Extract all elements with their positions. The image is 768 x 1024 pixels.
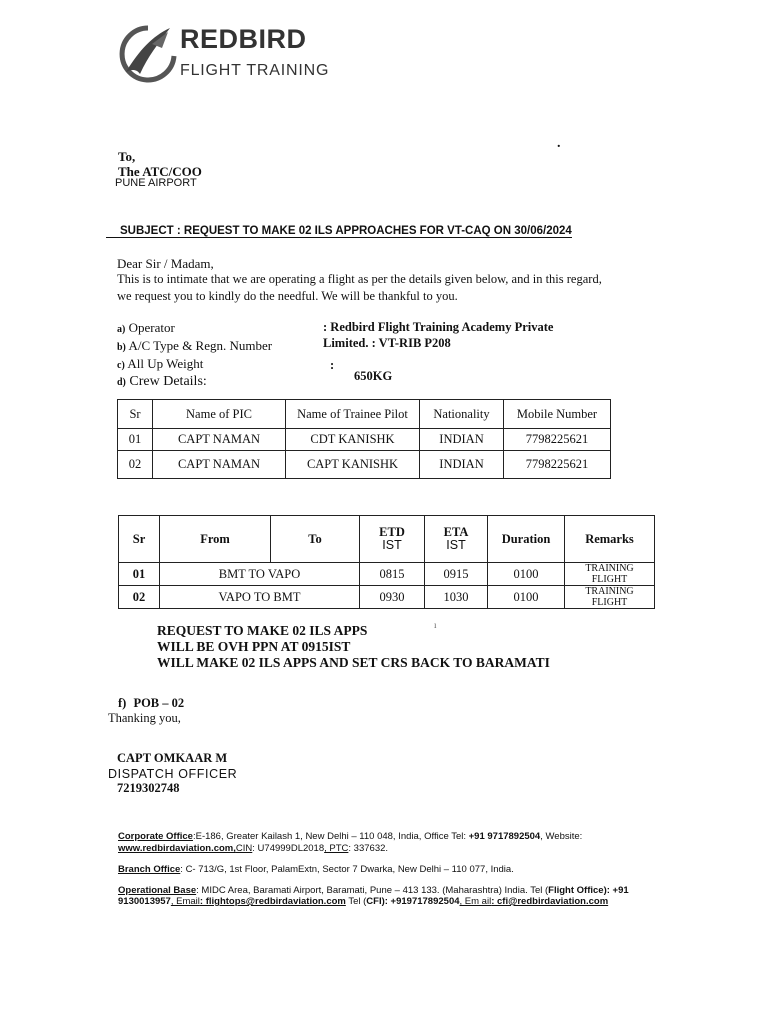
table-cell: CAPT NAMAN — [153, 451, 286, 479]
crew-table — [117, 399, 611, 479]
header-cell: Mobile Number — [504, 400, 611, 429]
subject-line — [106, 225, 572, 238]
ptc-label: , PTC — [324, 843, 349, 854]
header-cell: From — [160, 516, 271, 563]
table-cell: 1030 — [425, 586, 488, 609]
table-row — [119, 563, 655, 586]
pob-line — [118, 696, 184, 711]
ops-phone: ): +91 — [603, 885, 629, 896]
table-cell: 7798225621 — [504, 451, 611, 479]
table-cell: 0100 — [488, 586, 565, 609]
corporate-phone: +91 9717892504 — [468, 831, 541, 842]
eta-unit: IST — [446, 538, 466, 552]
ops-label: Operational Base — [118, 885, 197, 896]
table-cell: 0815 — [360, 563, 425, 586]
cfi-email-link[interactable]: : cfi@redbirdaviation.com — [491, 896, 609, 907]
header-cell-eta — [425, 516, 488, 563]
footer-branch — [118, 864, 514, 875]
pob-text: POB – 02 — [133, 696, 185, 710]
closing: Thanking you, — [108, 711, 181, 725]
ops-flight-office: Flight Office — [548, 885, 604, 896]
signatory-phone: 7219302748 — [117, 781, 180, 795]
table-cell: 02 — [119, 586, 160, 609]
etd-unit: IST — [382, 538, 402, 552]
branch-address: : C- 713/G, 1st Floor, PalamExtn, Sector 7 Dwarka, New Delhi – 110 077, India. — [180, 864, 514, 875]
weight-value: 650KG — [354, 369, 393, 383]
table-cell: CDT KANISHK — [286, 429, 420, 451]
to-line: To, — [118, 149, 136, 164]
table-cell: 0915 — [425, 563, 488, 586]
etd-label: ETD — [379, 525, 405, 539]
footer-ops — [118, 885, 629, 896]
ops-phone-2: 9130013957 — [118, 896, 171, 907]
eta-label: ETA — [443, 525, 469, 539]
cin-label: CIN — [235, 843, 253, 854]
table-row — [118, 451, 611, 479]
ops-tel-label: Tel ( — [345, 896, 367, 907]
footer-corporate — [118, 831, 582, 842]
signatory-title: DISPATCH OFFICER — [108, 767, 238, 781]
redbird-logo-icon — [118, 22, 178, 90]
flight-table — [118, 515, 655, 609]
table-cell: TRAINING FLIGHT — [565, 563, 655, 586]
stray-mark: ı — [434, 620, 437, 630]
header-cell-etd — [360, 516, 425, 563]
table-cell: CAPT KANISHK — [286, 451, 420, 479]
table-cell: 01 — [118, 429, 153, 451]
corporate-label: Corporate Office — [118, 831, 193, 842]
addressee: The ATC/COO — [118, 164, 202, 179]
corporate-address: :E-186, Greater Kailash 1, New Delhi – 110 048, India, Office Tel: — [192, 831, 469, 842]
header-cell: Sr — [118, 400, 153, 429]
table-cell: 01 — [119, 563, 160, 586]
header-cell: Duration — [488, 516, 565, 563]
table-cell: INDIAN — [420, 451, 504, 479]
aircraft-value: Limited. : VT-RIB P208 — [323, 336, 451, 350]
request-line-2: WILL BE OVH PPN AT 0915IST — [157, 639, 351, 654]
detail-label: A/C Type & Regn. Number — [128, 338, 273, 353]
detail-crew — [117, 374, 207, 390]
logo-title: REDBIRD — [180, 24, 307, 54]
table-row — [118, 429, 611, 451]
header-cell: Name of PIC — [153, 400, 286, 429]
intro-line-1: This is to intimate that we are operating a flight as per the details given below, and in this regard, — [117, 272, 602, 286]
ops-address: : MIDC Area, Baramati Airport, Baramati, Pune – 413 133. (Maharashtra) India. Tel ( — [196, 885, 549, 896]
branch-label: Branch Office — [118, 864, 181, 875]
cin-value: : U74999DL2018 — [252, 843, 325, 854]
ops-email-link[interactable]: : flightops@redbirdaviation.com — [199, 896, 346, 907]
ops-cfi-phone: ): +919717892504 — [381, 896, 460, 907]
subject-text: SUBJECT : REQUEST TO MAKE 02 ILS APPROACHES FOR VT-CAQ ON 30/06/2024 — [120, 225, 572, 237]
table-cell: 0930 — [360, 586, 425, 609]
detail-label: Crew Details: — [129, 374, 207, 389]
detail-marker: d) — [117, 377, 126, 388]
table-cell: VAPO TO BMT — [160, 586, 360, 609]
signatory-name: CAPT OMKAAR M — [117, 751, 228, 765]
greeting: Dear Sir / Madam, — [117, 256, 214, 271]
request-line-3: WILL MAKE 02 ILS APPS AND SET CRS BACK TO BARAMATI — [157, 655, 550, 670]
flight-table-header — [119, 516, 655, 563]
detail-marker: a) — [117, 324, 126, 335]
logo — [118, 22, 328, 92]
detail-label: Operator — [128, 320, 175, 335]
header-cell: Name of Trainee Pilot — [286, 400, 420, 429]
table-cell: BMT TO VAPO — [160, 563, 360, 586]
header-cell: Nationality — [420, 400, 504, 429]
table-row — [119, 586, 655, 609]
intro-line-2: we request you to kindly do the needful. We will be thankful to you. — [117, 289, 458, 303]
corner-dot: . — [557, 136, 561, 151]
table-cell: 7798225621 — [504, 429, 611, 451]
detail-marker: c) — [117, 360, 125, 371]
table-cell: CAPT NAMAN — [153, 429, 286, 451]
ops-cfi: CFI — [366, 896, 382, 907]
footer-ops-2 — [118, 896, 608, 907]
detail-marker: b) — [117, 342, 126, 353]
weight-colon: : — [330, 358, 335, 372]
detail-weight — [117, 356, 203, 372]
table-cell: TRAINING FLIGHT — [565, 586, 655, 609]
detail-aircraft — [117, 338, 272, 354]
header-cell: Sr — [119, 516, 160, 563]
header-cell: To — [271, 516, 360, 563]
addressee-airport: PUNE AIRPORT — [115, 177, 197, 189]
detail-operator — [117, 320, 175, 336]
table-cell: 0100 — [488, 563, 565, 586]
ptc-value: : 337632. — [348, 843, 389, 854]
pob-marker: f) — [118, 696, 127, 710]
table-cell: INDIAN — [420, 429, 504, 451]
crew-table-header — [118, 400, 611, 429]
header-cell: Remarks — [565, 516, 655, 563]
operator-value: : Redbird Flight Training Academy Private — [323, 320, 554, 334]
ops-email-label: , Email — [170, 896, 200, 907]
logo-subtitle: FLIGHT TRAINING — [180, 62, 330, 79]
website-link[interactable]: www.redbirdaviation.com, — [118, 843, 236, 854]
request-line-1: REQUEST TO MAKE 02 ILS APPS — [157, 623, 368, 638]
corporate-web-label: , Website: — [540, 831, 583, 842]
ops-email2-label: , Em ail — [459, 896, 492, 907]
table-cell: 02 — [118, 451, 153, 479]
detail-label: All Up Weight — [127, 356, 204, 371]
footer-corporate-2 — [118, 843, 388, 854]
